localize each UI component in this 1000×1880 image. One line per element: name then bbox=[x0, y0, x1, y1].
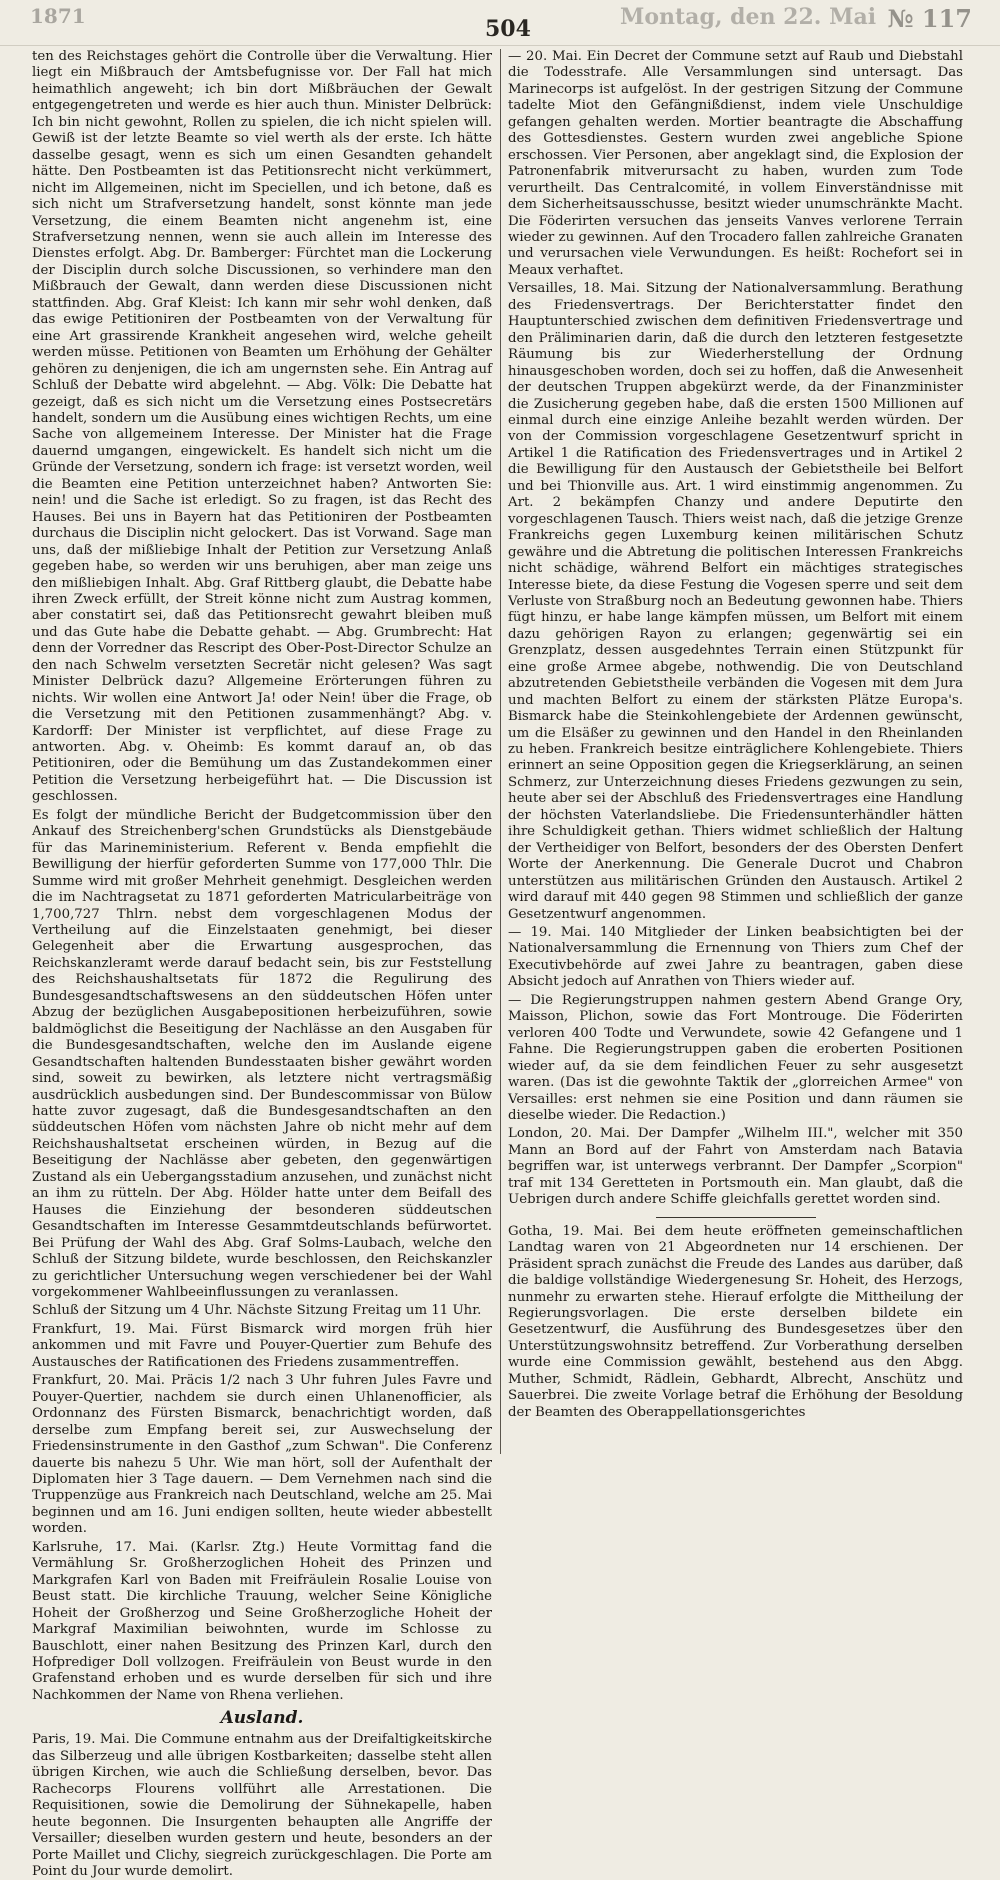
regierungstruppen-paragraph: — Die Regierungstruppen nahmen gestern Abend Grange Ory, Maisson, Plichon, sowie das Fort Montrouge. Die Föderirten verloren 400 Todte und Verwundete, sowie 42 Gefangene und 1 Fahne. Die Regierungstruppen gaben die eroberten Positionen wieder auf, da sie dem feindlichen Feuer zu sehr ausgesetzt waren. (Das ist die gewohnte Taktik der „glorreichen Armee" von Versailles: erst nehmen sie eine Position und dann räumen sie dieselbe wieder. Die Redaction.) bbox=[508, 992, 963, 1123]
right-column bbox=[508, 49, 963, 1459]
session-close-paragraph: Schluß der Sitzung um 4 Uhr. Nächste Sitzung Freitag um 11 Uhr. bbox=[32, 1303, 482, 1319]
header-date: Montag, den 22. Mai bbox=[620, 4, 877, 30]
frankfurt-19-paragraph: Frankfurt, 19. Mai. Fürst Bismarck wird morgen früh hier ankommen und mit Favre und Pouyer-Quertier zum Behufe des Austausches der Ratificationen des Friedens zusammentreffen. bbox=[32, 1321, 492, 1370]
gotha-paragraph: Gotha, 19. Mai. Bei dem heute eröffneten gemeinschaftlichen Landtag waren von 21 Abgeordneten nur 14 erschienen. Der Präsident sprach zunächst die Freude des Landes aus darüber, daß die baldige vollständige Wiedergenesung Sr. Hoheit, des Herzogs, nunmehr zu erwarten stehe. Hierauf erfolgte die Mittheilung der Regierungsvorlagen. Die erste derselben bildete ein Gesetzentwurf, die Ausführung des Bundesgesetzes über den Unterstützungswohnsitz betreffend. Zur Vorberathung derselben wurde eine Commission gewählt, bestehend aus den Abgg. Muther, Schmidt, Rädlein, Gebhardt, Albrecht, Anschütz und Sauerbrei. Die zweite Vorlage betraf die Erhöhung der Besoldung der Beamten des Oberappellationsgerichtes bbox=[508, 1223, 963, 1420]
header-year: 1871 bbox=[30, 4, 86, 28]
versailles-19-paragraph: — 19. Mai. 140 Mitglieder der Linken beabsichtigten bei der Nationalversammlung die Ernennung von Thiers zum Chef der Executivbehörde auf zwei Jahre zu beantragen, gaben diese Absicht jedoch auf Anrathen von Thiers wieder auf. bbox=[508, 925, 963, 990]
reichstag-debate-paragraph: ten des Reichstages gehört die Controlle über die Verwaltung. Hier liegt ein Mißbrauch der Amtsbefugnisse vor. Der Fall hat mich heimathlich angeweht; ich bin dort Mißbräuchen der Gewalt entgegengetreten und werde es hier auch thun. Minister Delbrück: Ich bin nicht gewohnt, Rollen zu spielen, die ich nicht spielen will. Gewiß ist der letzte Beamte so viel werth als der erste. Ich hätte dasselbe gesagt, wenn es sich um einen Gesandten gehandelt hätte. Den Postbeamten ist das Petitionsrecht nicht verkümmert, nicht im Allgemeinen, nicht im Speciellen, und ich betone, daß es sich nicht um Strafversetzung handelt, sonst könnte man jede Versetzung, die einem Beamten nicht angenehm ist, eine Strafversetzung nennen, wenn sie auch allein im Interesse des Dienstes erfolgt. Abg. Dr. Bamberger: Fürchtet man die Lockerung der Disciplin durch solche Discussionen, so verhindere man den Mißbrauch der Gewalt, dann werden diese Discussionen nicht stattfinden. Abg. Graf Kleist: Ich kann mir sehr wohl denken, daß das ewige Petitioniren der Postbeamten von der Verwaltung für eine Art grassirende Krankheit angesehen wird, welche geheilt werden müsse. Petitionen von Beamten um Erhöhung der Gehälter gehören zu denjenigen, die ich am ungernsten sehe. Ein Antrag auf Schluß der Debatte wird abgelehnt. — Abg. Völk: Die Debatte hat gezeigt, daß es sich nicht um die Versetzung eines Postsecretärs handelt, sondern um die Ausübung eines wichtigen Rechts, um eine Sache von allgemeinem Interesse. Der Minister hat die Frage dauernd umgangen, eingewickelt. Es handelt sich nicht um die Gründe der Versetzung, sondern ich frage: ist versetzt worden, weil die Beamten eine Petition unterzeichnet haben? Antworten Sie: nein! und die Sache ist erledigt. So zu fragen, ist das Recht des Hauses. Bei uns in Bayern hat das Petitioniren der Postbeamten durchaus die Disciplin nicht gelockert. Das ist Vorwand. Sage man uns, daß der mißliebige Inhalt der Petition zur Versetzung Anlaß gegeben habe, so werden wir uns beruhigen, aber man zeige uns den mißliebigen Inhalt. Abg. Graf Rittberg glaubt, die Debatte habe ihren Zweck erfüllt, der Streit könne nicht zum Austrag kommen, aber constatirt sei, daß das Petitionsrecht gewahrt bleiben muß und das Gute habe die Debatte gehabt. — Abg. Grumbrecht: Hat denn der Vorredner das Rescript des Ober-Post-Director Schulze an den nach Schwelm versetzten Secretär nicht gelesen? Was sagt Minister Delbrück dazu? Allgemeine Erörterungen führen zu nichts. Wir wollen eine Antwort Ja! oder Nein! über die Frage, ob die Versetzung mit den Petitionen zusammenhängt? Abg. v. Kardorff: Der Minister ist verpflichtet, auf diese Frage zu antworten. Abg. v. Oheimb: Es kommt darauf an, ob das Petitioniren, oder die Bemühung um das Zustandekommen einer Petition die Versetzung herbeigeführt hat. — Die Discussion ist geschlossen. bbox=[32, 49, 492, 805]
left-column bbox=[32, 49, 492, 1879]
column-divider bbox=[500, 49, 501, 1454]
london-paragraph: London, 20. Mai. Der Dampfer „Wilhelm III.", welcher mit 350 Mann an Bord auf der Fahrt von Amsterdam nach Batavia begriffen war, ist unterwegs verbrannt. Der Dampfer „Scorpion" traf mit 134 Geretteten in Portsmouth ein. Man glaubt, daß die Uebrigen durch andere Schiffe gleichfalls gerettet worden sind. bbox=[508, 1126, 963, 1208]
section-separator bbox=[656, 1217, 816, 1218]
header-rule bbox=[0, 45, 1000, 46]
ausland-heading: Ausland. bbox=[220, 1708, 304, 1729]
karlsruhe-paragraph: Karlsruhe, 17. Mai. (Karlsr. Ztg.) Heute Vormittag fand die Vermählung Sr. Großherzoglichen Hoheit des Prinzen und Markgrafen Karl von Baden mit Freifräulein Rosalie Louise von Beust statt. Die kirchliche Trauung, welcher Seine Königliche Hoheit der Großherzog und Seine Großherzogliche Hoheit der Markgraf Maximilian beiwohnten, wurde im Schlosse zu Bauschlott, einer nahen Besitzung des Prinzen Karl, durch den Hofprediger Doll vollzogen. Freifräulein von Beust wurde in den Grafenstand erhoben und es wurde derselben für sich und ihre Nachkommen der Name von Rhena verliehen. bbox=[32, 1539, 492, 1703]
paris-20-paragraph: — 20. Mai. Ein Decret der Commune setzt auf Raub und Diebstahl die Todesstrafe. Alle Versammlungen sind untersagt. Das Marinecorps ist aufgelöst. In der gestrigen Sitzung der Commune tadelte Miot den Gefängnißdienst, indem viele Unschuldige gefangen gehalten werden. Mortier beantragte die Abschaffung des Gottesdienstes. Gestern wurden zwei angebliche Spione erschossen. Vier Personen, aber angeklagt sind, die Explosion der Patronenfabrik mitverursacht zu haben, wurden zum Tode verurtheilt. Das Centralcomité, in vollem Einverständnisse mit dem Sicherheitsausschusse, besitzt wieder unumschränkte Macht. Die Föderirten versuchen das jenseits Vanves verlorene Terrain wieder zu gewinnen. Auf den Trocadero fallen zahlreiche Granaten und verursachen viele Verwundungen. Es heißt: Rochefort sei in Meaux verhaftet. bbox=[508, 49, 963, 278]
page-header bbox=[0, 0, 1000, 44]
versailles-18-paragraph: Versailles, 18. Mai. Sitzung der Nationalversammlung. Berathung des Friedensvertrags. Der Berichterstatter findet den Hauptunterschied zwischen dem definitiven Friedensvertrage und den Präliminarien darin, daß die durch den letzteren festgesetzte Räumung bis zur Wiederherstellung der Ordnung hinausgeschoben worden, doch sei zu hoffen, daß die Anwesenheit der deutschen Truppen abgekürzt werde, da der Finanzminister die Zusicherung gegeben habe, daß die ersten 1500 Millionen auf einmal durch eine einzige Anleihe bezahlt werden würden. Der von der Commission vorgeschlagene Gesetzentwurf spricht in Artikel 1 die Ratification des Friedensvertrages und in Artikel 2 die Bewilligung für den Austausch der Gebietstheile bei Belfort und bei Thionville aus. Art. 1 wird einstimmig angenommen. Zu Art. 2 bekämpfen Chanzy und andere Deputirte den vorgeschlagenen Tausch. Thiers weist nach, daß die jetzige Grenze Frankreichs gegen Luxemburg keinen militärischen Schutz gewähre und die Abtretung die politischen Interessen Frankreichs nicht schädige, während Belfort ein mächtiges strategisches Interesse biete, da diese Festung die Vogesen sperre und seit dem Verluste von Straßburg noch an Bedeutung gewonnen habe. Thiers fügt hinzu, er habe lange kämpfen müssen, um Belfort mit einem dazu gehörigen Rayon zu erlangen; gegenwärtig sei ein Grenzplatz, dessen ausgedehntes Terrain einen Stützpunkt für eine große Armee abgebe, nothwendig. Die von Deutschland abzutretenden Gebietstheile verbänden die Vogesen mit dem Jura und machten Belfort zu einem der stärksten Plätze Europa's. Bismarck habe die Steinkohlengebiete der Ardennen gewünscht, um die Elsäßer zu gewinnen und den Handel in den Rheinlanden zu heben. Frankreich besitze einträglichere Kohlengebiete. Thiers erinnert an seine Opposition gegen die Kriegserklärung, an seinen Schmerz, zur Unterzeichnung dieses Friedens gezwungen zu sein, heute aber sei der Abschluß des Friedensvertrages eine Handlung der höchsten Vaterlandsliebe. Die Friedensunterhändler hätten ihre Schuldigkeit gethan. Thiers widmet schließlich der Haltung der Vertheidiger von Belfort, besonders der des Obersten Denfert Worte der Anerkennung. Die Generale Ducrot und Chabron unterstützen aus militärischen Gründen den Austausch. Artikel 2 wird darauf mit 440 gegen 98 Stimmen und schließlich der ganze Gesetzentwurf angenommen. bbox=[508, 281, 963, 922]
issue-number: № 117 bbox=[887, 4, 972, 33]
frankfurt-20-paragraph: Frankfurt, 20. Mai. Präcis 1/2 nach 3 Uhr fuhren Jules Favre und Pouyer-Quertier, nachdem sie durch einen Uhlanenofficier, als Ordonnanz des Fürsten Bismarck, benachrichtigt worden, daß derselbe zum Empfang bereit sei, zur Auswechselung der Friedensinstrumente in den Gasthof „zum Schwan". Die Conferenz dauerte bis nahezu 5 Uhr. Wie man hört, soll der Aufenthalt der Diplomaten hier 3 Tage dauern. — Dem Vernehmen nach sind die Truppenzüge aus Frankreich nach Deutschland, welche am 25. Mai beginnen und am 16. Juni endigen sollten, heute wieder abbestellt worden. bbox=[32, 1373, 492, 1537]
paris-19-paragraph: Paris, 19. Mai. Die Commune entnahm aus der Dreifaltigkeitskirche das Silberzeug und alle übrigen Kostbarkeiten; dasselbe steht allen übrigen Kirchen, wie auch die Schließung derselben, bevor. Das Rachecorps Flourens vollführt alle Arrestationen. Die Requisitionen, sowie die Demolirung der Sühnekapelle, haben heute begonnen. Die Insurgenten behaupten alle Angriffe der Versailler; dieselben wurden gestern und heute, besonders an der Porte Maillet und Clichy, siegreich zurückgeschlagen. Die Porte am Point du Jour wurde demolirt. bbox=[32, 1732, 492, 1879]
budget-commission-paragraph: Es folgt der mündliche Bericht der Budgetcommission über den Ankauf des Streichenberg'schen Grundstücks als Dienstgebäude für das Marineministerium. Referent v. Benda empfiehlt die Bewilligung der hierfür geforderten Summe von 177,000 Thlr. Die Summe wird mit großer Mehrheit genehmigt. Desgleichen werden die im Nachtragsetat zu 1871 geforderten Matricularbeiträge von 1,700,727 Thlrn. nebst dem vorgeschlagenen Modus der Vertheilung auf die Einzelstaaten genehmigt, bei dieser Gelegenheit aber die Erwartung ausgesprochen, das Reichskanzleramt werde darauf bedacht sein, bis zur Feststellung des Reichshaushaltsetats für 1872 die Regulirung des Bundesgesandtschaftswesens an den süddeutschen Höfen unter Abzug der bezüglichen Ausgabepositionen herbeizuführen, sowie baldmöglichst die Beseitigung der Nachlässe an den Ausgaben für die Bundesgesandtschaften, welche den im Auslande eigene Gesandtschaften haltenden Bundesstaaten bisher gewährt worden sind, soweit zu bewirken, als letztere nicht vertragsmäßig ausdrücklich ausbedungen sind. Der Bundescommissar von Bülow hatte zuvor zugesagt, daß die Bundesgesandtschaften an den süddeutschen Höfen vom nächsten Jahre ob nicht mehr auf dem Reichshaushaltsetat erscheinen würden, in Bezug auf die Beseitigung der Nachlässe aber gebeten, den gegenwärtigen Zustand als ein Uebergangsstadium anzusehen, und zunächst nicht an ihm zu rütteln. Der Abg. Hölder hatte unter dem Beifall des Hauses die Einziehung der besonderen süddeutschen Gesandtschaften im Interesse Gesammtdeutschlands befürwortet. Bei Prüfung der Wahl des Abg. Graf Solms-Laubach, welche den Schluß der Sitzung bildete, wurde beschlossen, den Reichskanzler zu gerichtlicher Untersuchung wegen verschiedener bei der Wahl vorgekommener Wahlbeeinflussungen zu veranlassen. bbox=[32, 807, 492, 1300]
page-number: 504 bbox=[485, 16, 531, 42]
